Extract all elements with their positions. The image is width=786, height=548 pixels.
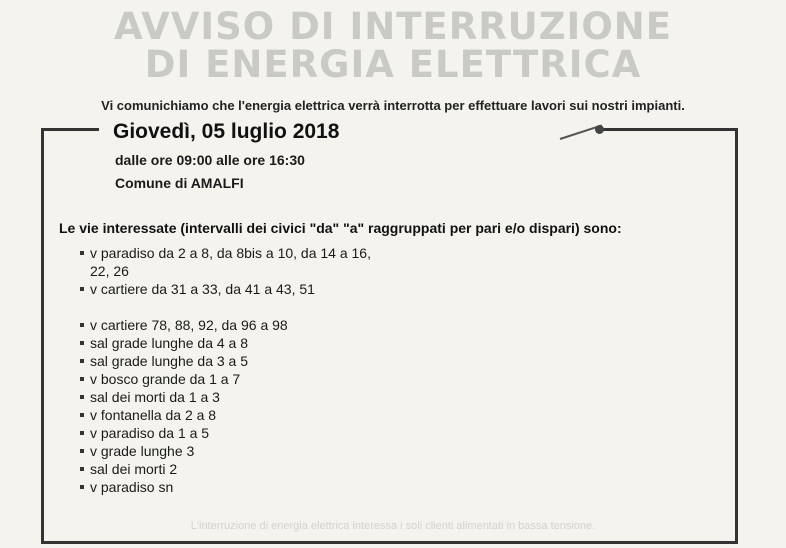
frame-top-right-edge: [600, 128, 738, 131]
list-item: v cartiere da 31 a 33, da 41 a 43, 51: [80, 280, 390, 298]
footer-note: L'interruzione di energia elettrica interessa i soli clienti alimentati in bassa tensione.: [190, 520, 596, 532]
municipality: Comune di AMALFI: [115, 175, 244, 191]
list-item: sal grade lunghe da 3 a 5: [80, 352, 390, 370]
list-item: v bosco grande da 1 a 7: [80, 370, 390, 388]
intro-text: Vi comunichiamo che l'energia elettrica verrà interrotta per effettuare lavori sui nostri impianti.: [101, 98, 685, 113]
title-line-2: DI ENERGIA ELETTRICA: [144, 43, 642, 86]
streets-intro: Le vie interessate (intervalli dei civici "da" "a" raggruppati per pari e/o dispari) sono:: [59, 220, 622, 236]
frame-top-left-edge: [41, 128, 99, 131]
streets-list: [80, 244, 390, 496]
list-item: sal dei morti da 1 a 3: [80, 388, 390, 406]
list-item: v paradiso da 1 a 5: [80, 424, 390, 442]
list-item: v paradiso sn: [80, 478, 390, 496]
title-line-1: AVVISO DI INTERRUZIONE: [113, 5, 673, 48]
list-item: v grade lunghe 3: [80, 442, 390, 460]
list-item: sal grade lunghe da 4 a 8: [80, 334, 390, 352]
list-item: v fontanella da 2 a 8: [80, 406, 390, 424]
list-item: v cartiere 78, 88, 92, da 96 a 98: [80, 316, 390, 334]
pin-icon: [595, 125, 604, 134]
list-item: sal dei morti 2: [80, 460, 390, 478]
outage-date: Giovedì, 05 luglio 2018: [113, 120, 340, 143]
outage-time: dalle ore 09:00 alle ore 16:30: [115, 152, 305, 168]
list-item: v paradiso da 2 a 8, da 8bis a 10, da 14 a 16, 22, 26: [80, 244, 390, 280]
